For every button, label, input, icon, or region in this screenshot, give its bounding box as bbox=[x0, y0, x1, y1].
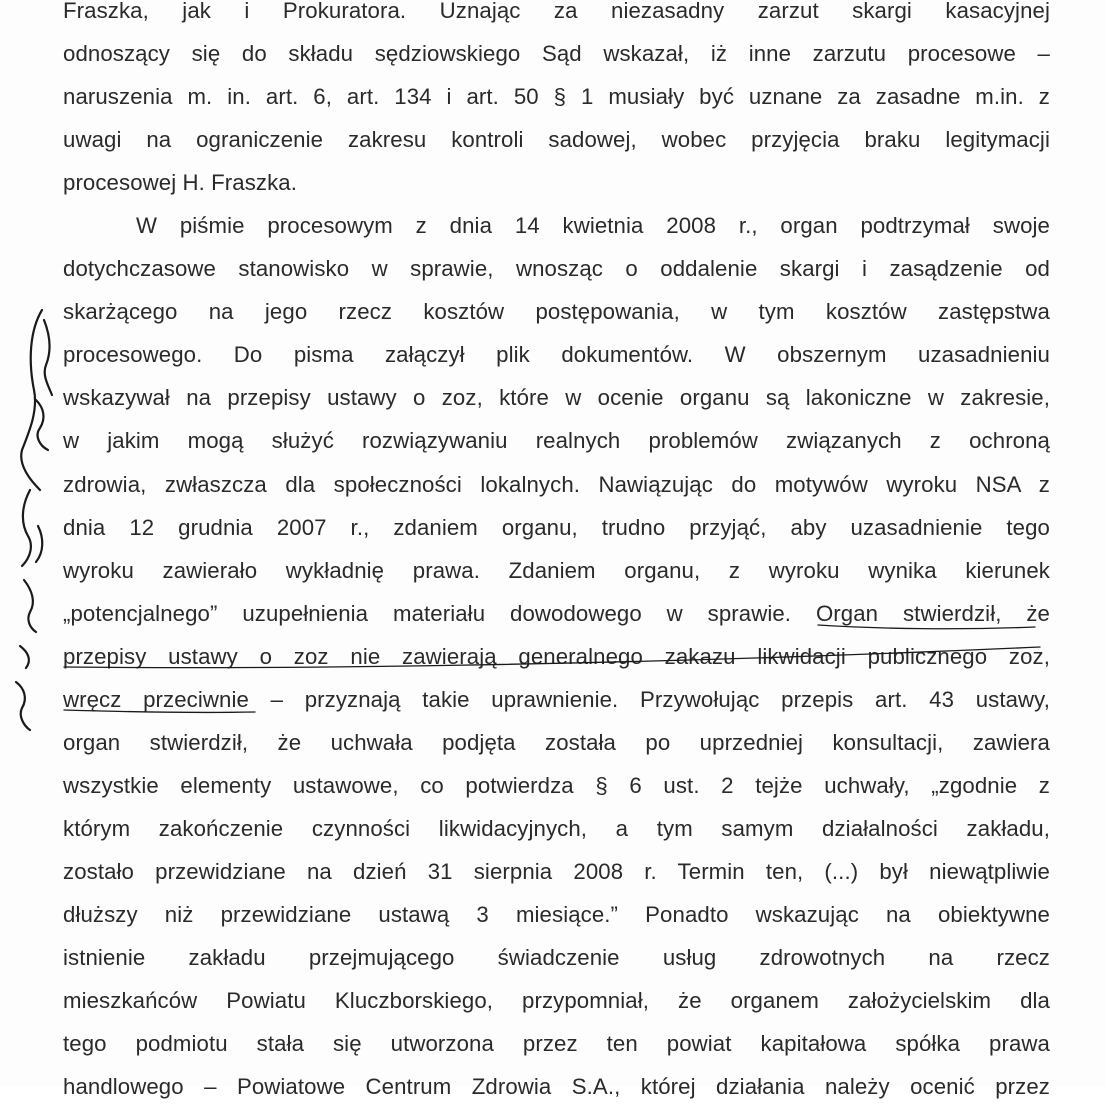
text-line: Fraszka, jak i Prokuratora. Uznając za niezasadny zarzut skargi kasacyjnej bbox=[63, 0, 1050, 23]
text-line: tego podmiotu stała się utworzona przez ten powiat kapitałowa spółka prawa bbox=[63, 1031, 1050, 1057]
text-line: procesowej H. Fraszka. bbox=[63, 170, 298, 196]
text-line: mieszkańców Powiatu Kluczborskiego, przypomniał, że organem założycielskim dla bbox=[63, 988, 1050, 1014]
text-line: wręcz przeciwnie – przyznają takie uprawnienie. Przywołując przepis art. 43 ustawy, bbox=[63, 686, 1050, 712]
text-line: przepisy ustawy o zoz nie zawierają generalnego zakazu likwidacji publicznego zoz, bbox=[63, 643, 1050, 669]
document-body bbox=[63, 0, 1050, 1108]
text-line: „potencjalnego” uzupełnienia materiału dowodowego w sprawie. Organ stwierdził, że bbox=[63, 600, 1050, 626]
text-line: w jakim mogą służyć rozwiązywaniu realnych problemów związanych z ochroną bbox=[63, 428, 1050, 454]
text-line: dotychczasowe stanowisko w sprawie, wnosząc o oddalenie skargi i zasądzenie od bbox=[63, 256, 1050, 282]
handwritten-signature bbox=[0, 290, 60, 750]
text-line: organ stwierdził, że uchwała podjęta została po uprzedniej konsultacji, zawiera bbox=[63, 729, 1050, 755]
text-line: zostało przewidziane na dzień 31 sierpnia 2008 r. Termin ten, (...) był niewątpliwie bbox=[63, 858, 1050, 884]
text-line: wskazywał na przepisy ustawy o zoz, które w ocenie organu są lakoniczne w zakresie, bbox=[63, 385, 1050, 411]
text-line: wszystkie elementy ustawowe, co potwierdza § 6 ust. 2 tejże uchwały, „zgodnie z bbox=[63, 772, 1050, 798]
text-line: odnoszący się do składu sędziowskiego Sąd wskazał, iż inne zarzutu procesowe – bbox=[63, 41, 1050, 67]
text-line: naruszenia m. in. art. 6, art. 134 i art. 50 § 1 musiały być uznane za zasadne m.in. z bbox=[63, 84, 1050, 110]
text-line: procesowego. Do pisma załączył plik dokumentów. W obszernym uzasadnieniu bbox=[63, 342, 1050, 368]
text-line: skarżącego na jego rzecz kosztów postępowania, w tym kosztów zastępstwa bbox=[63, 299, 1050, 325]
text-line: wyroku zawierało wykładnię prawa. Zdaniem organu, z wyroku wynika kierunek bbox=[63, 557, 1050, 583]
text-line: handlowego – Powiatowe Centrum Zdrowia S.A., której działania należy ocenić przez bbox=[63, 1074, 1050, 1100]
text-line: istnienie zakładu przejmującego świadczenie usług zdrowotnych na rzecz bbox=[63, 945, 1050, 971]
text-line: uwagi na ograniczenie zakresu kontroli sadowej, wobec przyjęcia braku legitymacji bbox=[63, 127, 1050, 153]
text-line: zdrowia, zwłaszcza dla społeczności lokalnych. Nawiązując do motywów wyroku NSA z bbox=[63, 471, 1050, 497]
text-line: którym zakończenie czynności likwidacyjnych, a tym samym działalności zakładu, bbox=[63, 815, 1050, 841]
text-line: dłuższy niż przewidziane ustawą 3 miesiące.” Ponadto wskazując na obiektywne bbox=[63, 901, 1050, 927]
text-line: dnia 12 grudnia 2007 r., zdaniem organu, trudno przyjąć, aby uzasadnienie tego bbox=[63, 514, 1050, 540]
paragraph-first-line: W piśmie procesowym z dnia 14 kwietnia 2008 r., organ podtrzymał swoje bbox=[136, 213, 1050, 239]
